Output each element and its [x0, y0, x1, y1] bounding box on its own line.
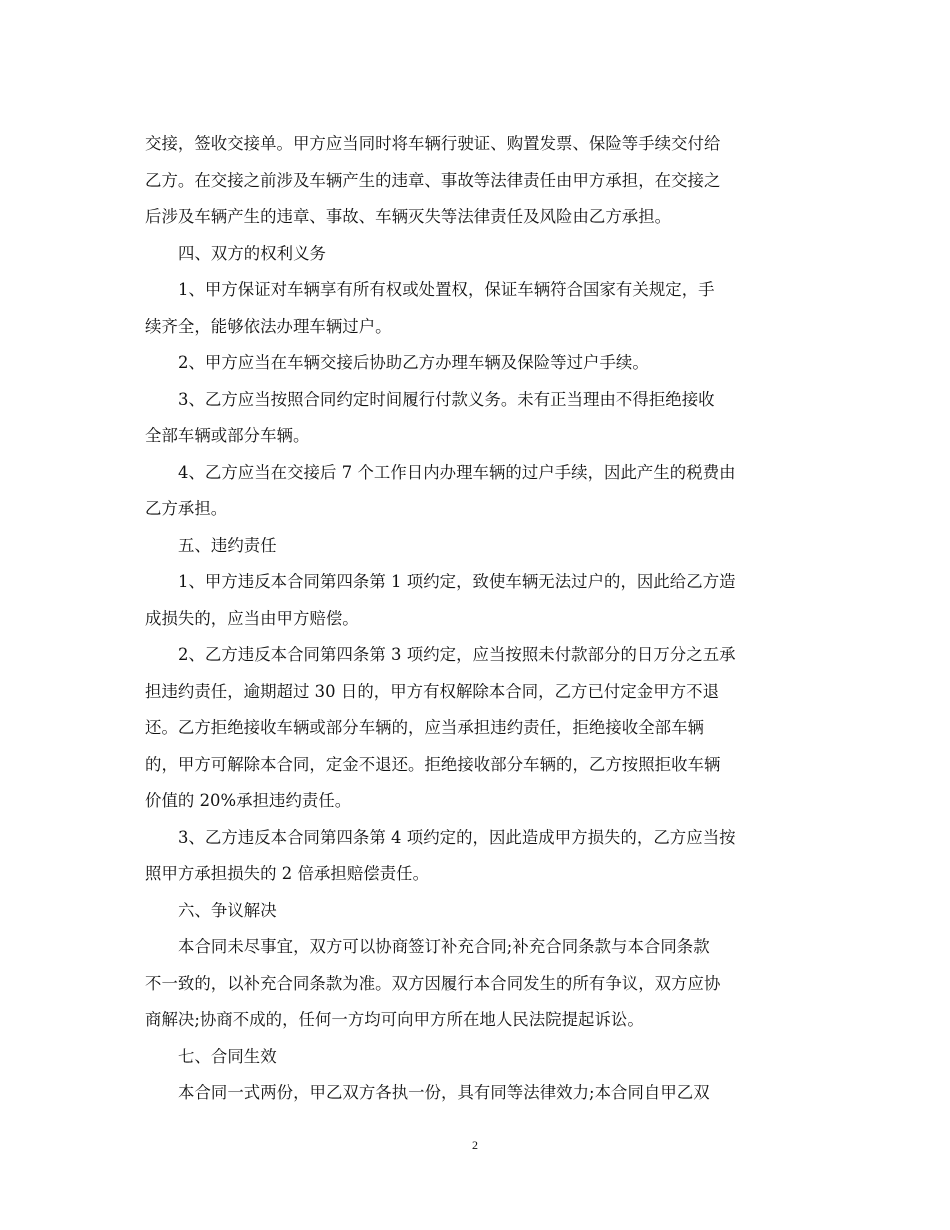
section-heading-rights-obligations: 四、双方的权利义务: [178, 243, 326, 263]
text-line: 还。乙方拒绝接收车辆或部分车辆的，应当承担违约责任，拒绝接收全部车辆: [145, 718, 704, 737]
text-line: 乙方。在交接之前涉及车辆产生的违章、事故等法律责任由甲方承担，在交接之: [145, 170, 721, 190]
clause-5-3: 3、乙方违反本合同第四条第 4 项约定的，因此造成甲方损失的，乙方应当按: [178, 827, 736, 847]
text-line: 价值的 20%承担违约责任。: [145, 791, 352, 810]
text-line: 全部车辆或部分车辆。: [145, 426, 310, 445]
text-line: 成损失的，应当由甲方赔偿。: [145, 608, 359, 628]
clause-5-1: 1、甲方违反本合同第四条第 1 项约定，致使车辆无法过户的，因此给乙方造: [178, 572, 736, 591]
section-heading-dispute: 六、争议解决: [178, 900, 277, 920]
text-line: 后涉及车辆产生的违章、事故、车辆灭失等法律责任及风险由乙方承担。: [145, 207, 672, 226]
section-heading-liability: 五、违约责任: [178, 535, 277, 555]
clause-7: 本合同一式两份，甲乙双方各执一份，具有同等法律效力;本合同自甲乙双: [178, 1083, 710, 1102]
clause-4-3: 3、乙方应当按照合同约定时间履行付款义务。未有正当理由不得拒绝接收: [178, 389, 715, 409]
clause-6: 本合同未尽事宜，双方可以协商签订补充合同;补充合同条款与本合同条款: [178, 937, 710, 956]
document-body: [145, 126, 811, 1112]
text-line: 的，甲方可解除本合同，定金不退还。拒绝接收部分车辆的，乙方按照拒收车辆: [145, 754, 721, 774]
clause-5-2: 2、乙方违反本合同第四条第 3 项约定，应当按照未付款部分的日万分之五承: [178, 645, 736, 664]
clause-4-2: 2、甲方应当在车辆交接后协助乙方办理车辆及保险等过户手续。: [178, 353, 649, 372]
text-line: 交接，签收交接单。甲方应当同时将车辆行驶证、购置发票、保险等手续交付给: [145, 134, 721, 153]
clause-4-1: 1、甲方保证对车辆享有所有权或处置权，保证车辆符合国家有关规定，手: [178, 280, 715, 299]
text-line: 照甲方承担损失的 2 倍承担赔偿责任。: [145, 864, 430, 883]
text-line: 乙方承担。: [145, 499, 228, 518]
text-line: 担违约责任，逾期超过 30 日的，甲方有权解除本合同，乙方已付定金甲方不退: [145, 681, 720, 701]
text-line: 不一致的，以补充合同条款为准。双方因履行本合同发生的所有争议，双方应协: [145, 973, 721, 993]
clause-4-4: 4、乙方应当在交接后 7 个工作日内办理车辆的过户手续，因此产生的税费由: [178, 462, 736, 482]
text-line: 续齐全，能够依法办理车辆过户。: [145, 316, 392, 336]
page-number: 2: [472, 1138, 478, 1152]
text-line: 商解决;协商不成的，任何一方均可向甲方所在地人民法院提起诉讼。: [145, 1010, 644, 1029]
section-heading-effect: 七、合同生效: [178, 1046, 277, 1066]
